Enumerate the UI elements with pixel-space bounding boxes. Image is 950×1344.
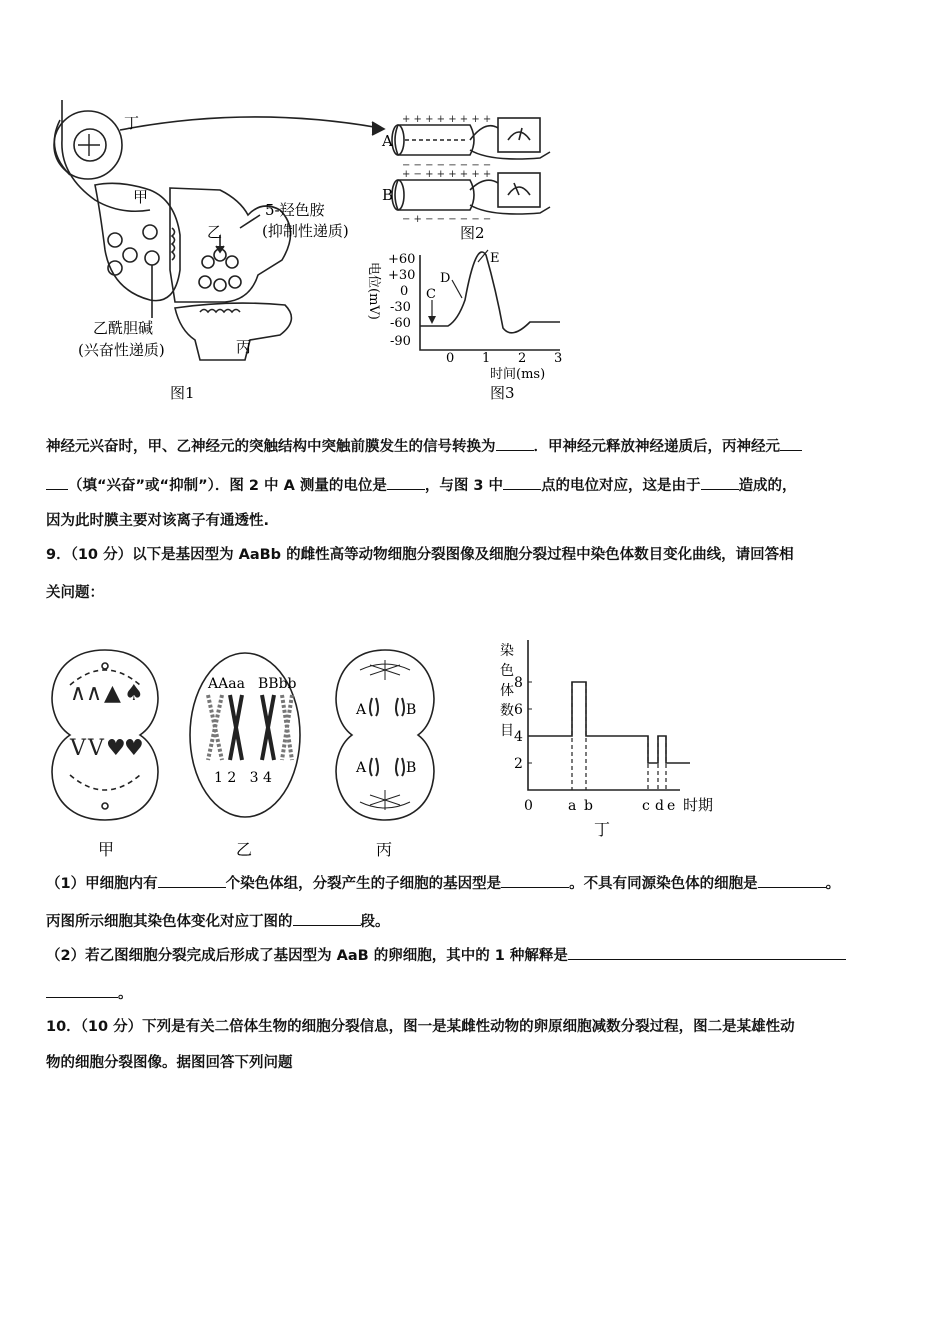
gene-bing-b-bottom: B <box>406 760 417 776</box>
question-9-intro: 9．（10 分）以下是基因型为 AaBb 的雌性高等动物细胞分裂图像及细胞分裂过程中染色体数目变化曲线，请回答相 <box>46 547 794 563</box>
chart-xtick: a <box>568 798 577 814</box>
chromosome-chart <box>500 640 713 839</box>
figure-1-3-drawing <box>0 0 950 420</box>
chart-ytick: 2 <box>514 756 523 772</box>
answer-blank[interactable] <box>387 475 425 490</box>
chart-ylabel-1: 染 <box>500 643 514 659</box>
label-cell-yi: 乙 <box>236 840 253 859</box>
svg-text:+ − + + + + + +: + − + + + + + + <box>402 169 492 180</box>
question-9-part-1b: 丙图所示细胞其染色体变化对应丁图的 段。 <box>46 911 906 932</box>
answer-blank[interactable] <box>701 475 739 490</box>
svg-text:▲: ▲ <box>104 681 121 706</box>
genes-yi-right: BBbb <box>258 676 297 692</box>
answer-blank[interactable] <box>496 436 534 451</box>
svg-text:♥: ♥ <box>106 736 126 761</box>
gene-bing-b-top: B <box>406 702 417 718</box>
fig3-ylabel: 电位(mV) <box>366 262 381 320</box>
label-fig1: 图1 <box>170 384 195 402</box>
fig3-point-c: C <box>426 287 436 302</box>
fig3-ytick: +30 <box>388 268 416 283</box>
svg-text:∧: ∧ <box>70 681 87 706</box>
fig3-xtick: 0 <box>446 351 455 366</box>
fig3-ytick: -90 <box>390 334 411 349</box>
chart-ytick: 6 <box>514 702 523 718</box>
label-fig3: 图3 <box>490 384 515 402</box>
answer-blank[interactable] <box>568 945 846 960</box>
figure-cell-division <box>0 630 950 880</box>
label-cell-bing: 丙 <box>376 840 393 859</box>
question-9-intro-2: 关问题： <box>46 585 104 601</box>
svg-text:♠: ♠ <box>124 681 144 706</box>
label-probe-b: B <box>382 186 394 204</box>
fig3-point-d: D <box>440 271 451 286</box>
svg-text:∧: ∧ <box>86 681 103 706</box>
answer-blank[interactable] <box>46 983 118 998</box>
question-10-intro-2: 物的细胞分裂图像。据图回答下列问题 <box>46 1055 293 1071</box>
svg-text:− + − − − − − −: − + − − − − − − <box>402 214 492 225</box>
fig3-xtick: 3 <box>554 351 563 366</box>
svg-text:+ + + + + + + +: + + + + + + + + <box>402 114 492 125</box>
chart-xtick: e <box>667 798 676 814</box>
label-cell-jia: 甲 <box>98 840 115 859</box>
fig3-ytick: +60 <box>388 252 416 267</box>
question-10-intro: 10．（10 分）下列是有关二倍体生物的细胞分裂信息，图一是某雌性动物的卵原细胞减数分裂过程，图二是某雄性动 <box>46 1019 795 1035</box>
fig3-xtick: 2 <box>518 351 527 366</box>
answer-blank[interactable] <box>758 873 826 888</box>
answer-blank[interactable] <box>158 873 226 888</box>
answer-blank[interactable] <box>293 911 361 926</box>
svg-text:V: V <box>88 736 104 761</box>
numbers-yi: 1 2 3 4 <box>214 770 272 786</box>
gene-bing-a-top: A <box>356 702 367 718</box>
answer-blank[interactable] <box>780 436 802 451</box>
answer-blank[interactable] <box>503 475 541 490</box>
question-8-line-2: （填“兴奋”或“抑制”）．图 2 中 A 测量的电位是 ，与图 3 中 点的电位对应，这是由于 造成的， <box>46 475 906 496</box>
chart-ytick: 4 <box>514 729 523 745</box>
genes-yi-left: AAaa <box>208 676 245 692</box>
fig3-ytick: -30 <box>390 300 411 315</box>
fig3-xtick: 1 <box>482 351 491 366</box>
label-jia: 甲 <box>133 188 149 206</box>
question-9-part-2b: 。 <box>46 983 906 1004</box>
chart-xtick: d <box>655 798 664 814</box>
answer-blank[interactable] <box>46 475 68 490</box>
chart-xtick: c <box>642 798 650 814</box>
chart-xtick: b <box>584 798 593 814</box>
label-ach-note: (兴奋性递质) <box>78 341 165 359</box>
fig3-point-e: E <box>490 251 500 266</box>
label-yi: 乙 <box>207 223 223 241</box>
label-ach: 乙酰胆碱 <box>93 319 154 337</box>
label-ding: 丁 <box>124 114 140 132</box>
chart-ylabel-2: 色 <box>500 663 514 679</box>
question-8-line-3: 因为此时膜主要对该离子有通透性. <box>46 513 270 529</box>
chart-ylabel-3: 体 <box>500 683 514 699</box>
answer-blank[interactable] <box>501 873 569 888</box>
question-8-line-1: 神经元兴奋时，甲、乙神经元的突触结构中突触前膜发生的信号转换为 ．甲神经元释放神经递质后，丙神经元 <box>46 436 906 457</box>
label-chart-ding: 丁 <box>594 820 611 839</box>
chart-axes <box>528 640 680 790</box>
fig3-ytick: 0 <box>400 284 409 299</box>
svg-text:♥: ♥ <box>124 736 144 761</box>
chart-xtick: 0 <box>524 798 533 814</box>
label-fig2: 图2 <box>460 224 485 242</box>
question-9-part-2: （2）若乙图细胞分裂完成后形成了基因型为 AaB 的卵细胞，其中的 1 种解释是 <box>46 945 906 966</box>
chart-ylabel-5: 目 <box>500 723 514 739</box>
label-bing: 丙 <box>236 338 252 356</box>
label-serotonin: 5-羟色胺 <box>265 201 325 219</box>
label-serotonin-note: (抑制性递质) <box>262 222 349 240</box>
svg-text:− − − − − − − −: − − − − − − − − <box>402 160 492 171</box>
label-probe-a: A <box>382 132 393 150</box>
chart-xlabel: 时期 <box>683 796 714 814</box>
chart-ylabel-4: 数 <box>500 703 514 719</box>
fig3-xlabel: 时间(ms) <box>490 367 546 382</box>
svg-text:V: V <box>70 736 86 761</box>
chart-ytick: 8 <box>514 675 523 691</box>
fig3-ytick: -60 <box>390 316 411 331</box>
gene-bing-a-bottom: A <box>356 760 367 776</box>
question-9-part-1: （1）甲细胞内有 个染色体组，分裂产生的子细胞的基因型是 。不具有同源染色体的细胞是 。 <box>46 873 906 894</box>
